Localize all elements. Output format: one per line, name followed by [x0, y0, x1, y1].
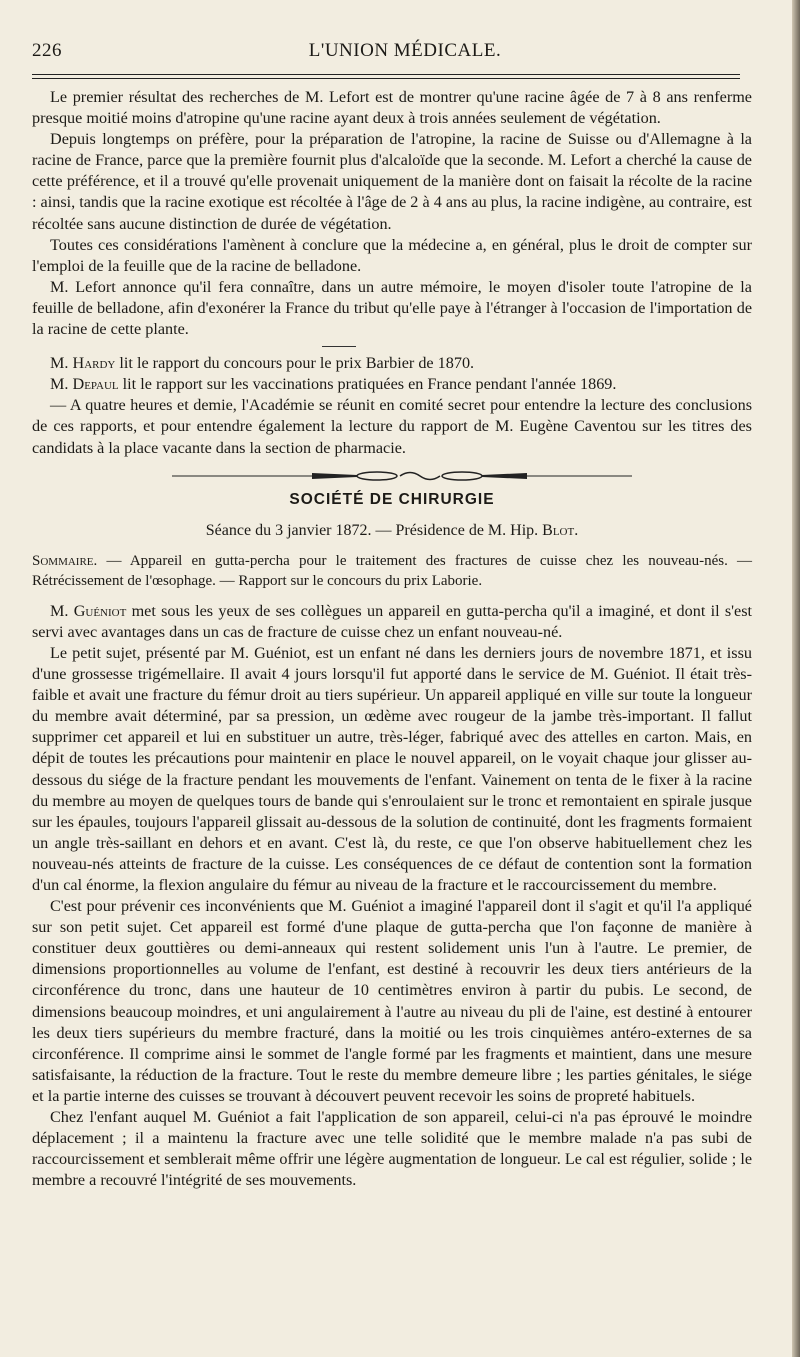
intro-paragraph-3: Toutes ces considérations l'amènent à conclure que la médecine a, en général, plus le droit de compter sur l'emploi de la feuille que de la racine de belladone.	[32, 235, 752, 275]
intro-paragraph-4: M. Lefort annonce qu'il fera connaître, dans un autre mémoire, le moyen d'isoler toute l'atropine de la feuille de belladone, afin d'exonérer la France du tribut qu'elle paye à l'étranger à l'occasion de l'importation de la racine de cette plante.	[32, 277, 752, 339]
report-depaul-name: Depaul	[72, 375, 119, 394]
case-paragraph-3: Chez l'enfant auquel M. Guéniot a fait l'application de son appareil, celui-ci n'a pas éprouvé le moindre déplacement ; il a maintenu la fracture avec une telle solidité que le membre malade n'a pas subi de raccourcissement et semblerait même offrir une légère augmentation de longueur. Le cal est régulier, solide ; le membre a recouvré l'intégrité de ses mouvements.	[32, 1108, 752, 1190]
intro-paragraph-1: Le premier résultat des recherches de M. Lefort est de montrer qu'une racine âgée de 7 à 8 ans renferme presque moitié moins d'atropine qu'une racine ayant deux à trois années seulement de végétation.	[32, 88, 752, 128]
section-title: SOCIÉTÉ DE CHIRURGIE	[289, 490, 495, 508]
summary-label: Sommaire.	[32, 552, 98, 569]
report-depaul	[32, 374, 752, 395]
gueniot-prefix: M.	[50, 601, 69, 620]
report-hardy-prefix: M.	[50, 354, 69, 373]
separator-rule	[322, 346, 356, 347]
session-president: Blot.	[542, 521, 579, 539]
article-body	[32, 87, 752, 1191]
gueniot-opening-text: met sous les yeux de ses collègues un appareil en gutta-percha qu'il a imaginé, et dont il s'est servi avec avantages dans un cas de fracture de cuisse chez un enfant nouveau-né.	[32, 601, 753, 641]
page-number: 226	[32, 40, 62, 61]
summary-text: — Appareil en gutta-percha pour le traitement des fractures de cuisse chez les nouveau-nés. — Rétrécissement de l'œsophage. — Rapport sur le concours du prix Laborie.	[32, 552, 753, 589]
case-paragraph-2: C'est pour prévenir ces inconvénients que M. Guéniot a imaginé l'appareil dont il s'agit et qu'il l'a appliqué sur son petit sujet. Cet appareil est formé d'une plaque de gutta-percha que l'on façonne de manière à constituer deux gouttières ou demi-anneaux qui restent solidement unis l'un à l'autre. Le premier, de dimensions proportionnelles au volume de l'enfant, est destiné à recouvrir les deux tiers antérieurs de la circonférence du tronc, dans une hauteur de 10 centimètres environ à partir du pubis. Le second, de dimensions beaucoup moindres, et uni angulairement à l'autre au niveau du pli de l'aine, est destiné à entourer les deux tiers supérieurs du membre fracturé, dans la moitié ou les trois cinquièmes antéro-externes de sa circonférence. Il comprime ainsi le sommet de l'angle formé par les fragments et maintient, dans une mesure satisfaisante, la réduction de la fracture. Tout le reste du membre demeure libre ; les parties génitales, le siége et la partie interne des cuisses se trouvant à découvert peuvent recevoir les soins de propreté habituels.	[32, 897, 752, 1105]
session-line	[32, 520, 752, 541]
intro-paragraph-2: Depuis longtemps on préfère, pour la préparation de l'atropine, la racine de Suisse ou d'Allemagne à la racine de France, parce que la première fournit plus d'alcaloïde que la seconde. M. Lefort a cherché la cause de cette préférence, et il a trouvé qu'elle provenait uniquement de la manière dont on faisait la récolte de la racine : ainsi, tandis que la racine exotique est récoltée à l'âge de 2 à 4 ans au plus, la racine indigène, au contraire, est récoltée sans aucune distinction de durée de végétation.	[32, 130, 752, 233]
gueniot-name: Guéniot	[73, 601, 127, 620]
report-hardy-text: lit le rapport du concours pour le prix Barbier de 1870.	[119, 354, 475, 373]
running-title: L'UNION MÉDICALE.	[308, 40, 502, 61]
page-edge-shadow	[792, 0, 800, 1357]
gueniot-opening	[32, 601, 752, 643]
report-hardy	[32, 353, 752, 374]
case-paragraph-1: Le petit sujet, présenté par M. Guéniot, est un enfant né dans les derniers jours de novembre 1871, et issu d'une grossesse trigémellaire. Il avait 4 jours lorsqu'il fut apporté dans le service de M. Guéniot. Il était très-faible et avait une fracture du fémur droit au tiers supérieur. Un appareil appliqué en ville sur toute la longueur du membre avait déterminé, par sa pression, un œdème avec rougeur de la jambe très-important. Il fallut supprimer cet appareil et lui en substituer un autre, très-léger, fabriqué avec des attelles en carton. Mais, en dépit de toutes les précautions pour maintenir en place le nouvel appareil, on le voyait chaque jour glisser au-dessous du siége de la fracture pendant les mouvements de l'enfant. Vainement on tenta de le fixer à la racine du membre au moyen de quelques tours de bande qui s'enroulaient sur le tronc et remontaient en spirale jusque sur les épaules, toujours l'appareil glissait au-dessous de la solution de continuité, dont les fragments formaient un angle très-saillant en dehors et en avant. C'est là, du reste, ce que l'on observe habituellement chez les nouveau-nés atteints de fracture de la cuisse. Les conséquences de ce défaut de contention sont la formation d'un cal énorme, la flexion angulaire du fémur au niveau de la fracture et le raccourcissement du membre.	[32, 643, 752, 894]
section-ornament	[172, 469, 632, 483]
closing-paragraph: — A quatre heures et demie, l'Académie se réunit en comité secret pour entendre la lecture des conclusions de ces rapports, et pour entendre également la lecture du rapport de M. Eugène Caventou sur les titres des candidats à la place vacante dans la section de pharmacie.	[32, 396, 752, 457]
session-text: Séance du 3 janvier 1872. — Présidence de M. Hip.	[205, 521, 539, 539]
report-depaul-text: lit le rapport sur les vaccinations pratiquées en France pendant l'année 1869.	[122, 375, 617, 394]
header-rule	[32, 74, 740, 79]
report-hardy-name: Hardy	[72, 354, 116, 373]
summary	[32, 551, 752, 591]
report-depaul-prefix: M.	[50, 375, 69, 394]
page-header	[32, 38, 778, 70]
